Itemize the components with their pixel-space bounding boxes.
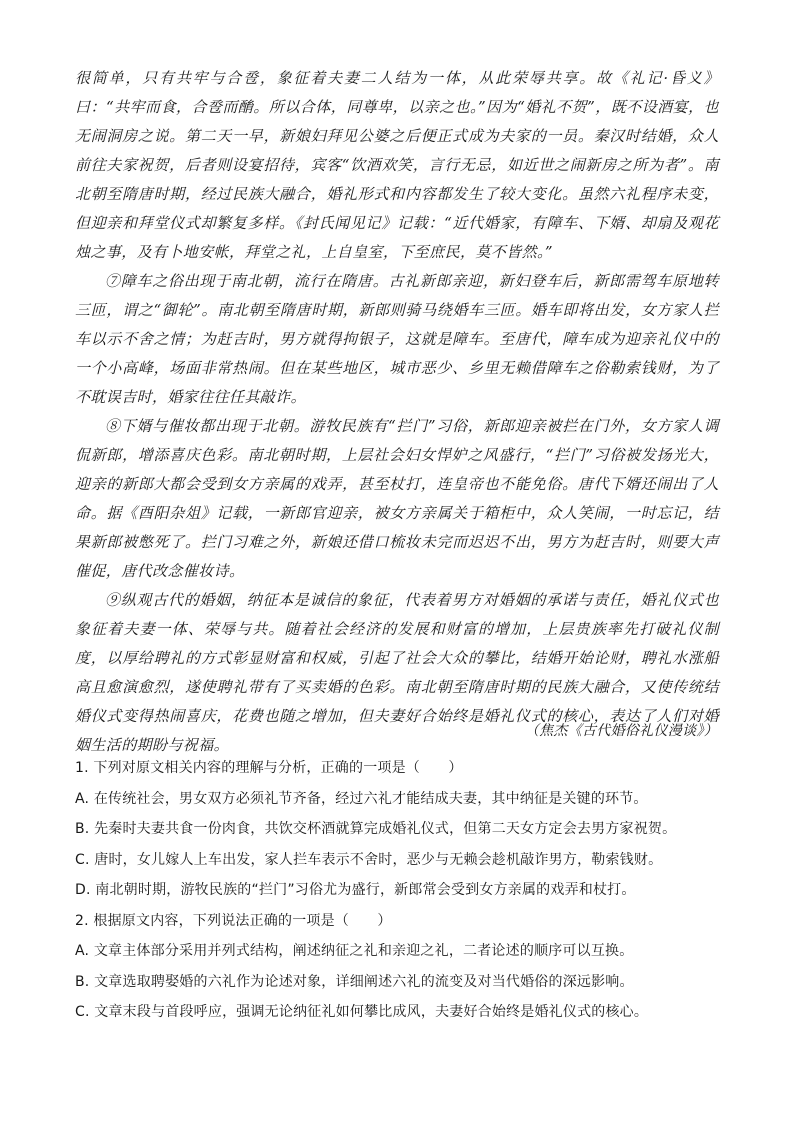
paragraph-9: ⑨纵观古代的婚姻，纳征本是诚信的象征，代表着男方对婚姻的承诺与责任，婚礼仪式也象征着夫妻一体、荣辱与共。随着社会经济的发展和财富的增加，上层贵族率先打破礼仪制度，以厚给聘礼的方式彰显财富和权威，引起了社会大众的攀比，结婚开始论财，聘礼水涨船高且愈演愈烈，遂使聘礼带有了买卖婚的色彩。南北朝至隋唐时期的民族大融合，又使传统结婚仪式变得热闹喜庆，花费也随之增加，但夫妻好合始终是婚礼仪式的核心，表达了人们对婚姻生活的期盼与祝福。 <box>75 591 719 754</box>
question-list <box>75 753 725 1028</box>
option-b: B. 文章选取聘娶婚的六礼作为论述对象，详细阐述六礼的流变及对当代婚俗的深远影响。 <box>75 973 634 990</box>
paragraph-7: ⑦障车之俗出现于南北朝，流行在隋唐。古礼新郎亲迎，新妇登车后，新郎需驾车原地转三匝，谓之“御轮”。南北朝至隋唐时期，新郎则骑马绕婚车三匝。婚车即将出发，女方家人拦车以示不舍之情；为赶吉时，男方就得拘银子，这就是障车。至唐代，障车成为迎亲礼仪中的一个小高峰，场面非常热闹。但在某些地区，城市恶少、乡里无赖借障车之俗勒索钱财，为了不耽误吉时，婚家往往任其敲诈。 <box>75 272 719 406</box>
option-c: C. 唐时，女儿嫁人上车出发，家人拦车表示不舍时，恶少与无赖会趁机敲诈男方，勒索钱财。 <box>75 851 663 868</box>
option-c: C. 文章末段与首段呼应，强调无论纳征礼如何攀比成风，夫妻好合始终是婚礼仪式的核心。 <box>75 1004 649 1020</box>
passage-source: （焦杰《古代婚俗礼仪漫谈》） <box>524 723 718 739</box>
paragraph-6-continued: 很简单，只有共牢与合卺，象征着夫妻二人结为一体，从此荣辱共享。故《礼记·昏义》曰：“共牢而食，合卺而酳。所以合体，同尊卑，以亲之也。”因为“婚礼不贺”，既不设酒宴，也无闹洞房之说。第二天一早，新娘妇拜见公婆之后便正式成为夫家的一员。秦汉时结婚，众人前往夫家祝贺，后者则设宴招待，宾客“饮酒欢笑，言行无忌，如近世之闹新房之所为者”。南北朝至隋唐时期，经过民族大融合，婚礼形式和内容都发生了较大变化。虽然六礼程序未变，但迎亲和拜堂仪式却繁复多样。《封氏闻见记》记载：“近代婚家，有障车、下婿、却扇及观花烛之事，及有卜地安帐，拜堂之礼，上自皇室，下至庶民，莫不皆然。” <box>75 69 719 261</box>
paragraph-8: ⑧下婿与催妆都出现于北朝。游牧民族有“拦门”习俗，新郎迎亲被拦在门外，女方家人调侃新郎，增添喜庆色彩。南北朝时期，上层社会妇女悍妒之风盛行，“拦门”习俗被发扬光大，迎亲的新郎大都会受到女方亲属的戏弄，甚至杖打，连皇帝也不能免俗。唐代下婿还闹出了人命。据《酉阳杂俎》记载，一新郎官迎亲，被女方亲属关于箱柜中，众人笑闹，一时忘记，结果新郎被憋死了。拦门习难之外，新娘还借口梳妆未完而迟迟不出，男方为赶吉时，则要大声催促，唐代改念催妆诗。 <box>75 417 719 580</box>
reading-passage <box>75 64 719 760</box>
option-b: B. 先秦时夫妻共食一份肉食，共饮交杯酒就算完成婚礼仪式，但第二天女方定会去男方家祝贺。 <box>75 821 677 837</box>
question-2 <box>75 906 725 1028</box>
question-stem: 1. 下列对原文相关内容的理解与分析，正确的一项是（ ） <box>75 760 463 776</box>
option-a: A. 文章主体部分采用并列式结构，阐述纳征之礼和亲迎之礼，二者论述的顺序可以互换。 <box>75 943 634 959</box>
option-d: D. 南北朝时期，游牧民族的“拦门”习俗尤为盛行，新郎常会受到女方亲属的戏弄和杖打。 <box>75 882 636 898</box>
option-a: A. 在传统社会，男女双方必须礼节齐备，经过六礼才能结成夫妻，其中纳征是关键的环节。 <box>75 790 648 807</box>
question-1 <box>75 753 725 906</box>
question-stem: 2. 根据原文内容，下列说法正确的一项是（ ） <box>75 912 392 929</box>
